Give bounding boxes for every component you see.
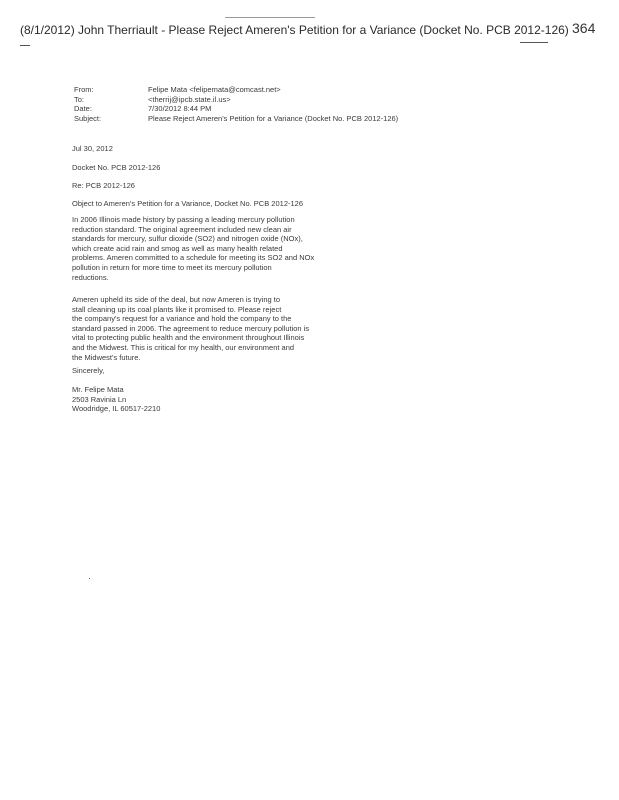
text-line: standard passed in 2006. The agreement to reduce mercury pollution is bbox=[72, 323, 310, 333]
text-line: the company's request for a variance and hold the company to the bbox=[72, 314, 292, 324]
signature-name: Mr. Felipe Mata bbox=[72, 385, 124, 394]
header-label: From: bbox=[74, 85, 94, 94]
paragraph-1 bbox=[72, 215, 362, 282]
header-subject bbox=[74, 114, 398, 124]
header-from bbox=[74, 85, 398, 95]
text-line: which create acid rain and smog as well as many health related bbox=[72, 243, 283, 253]
text-line: In 2006 Illinois made history by passing a leading mercury pollution bbox=[72, 215, 295, 224]
text-line: reduction standard. The original agreement included new clean air bbox=[72, 224, 292, 234]
header-rule-right bbox=[520, 42, 548, 43]
date-line: Jul 30, 2012 bbox=[72, 144, 113, 153]
signature-block bbox=[72, 385, 362, 414]
header-label: To: bbox=[74, 94, 85, 104]
paragraph-2 bbox=[72, 295, 362, 362]
header-to bbox=[74, 95, 398, 105]
email-headers bbox=[74, 85, 398, 123]
docket-line: Docket No. PCB 2012-126 bbox=[72, 163, 161, 172]
header-value: <therrij@ipcb.state.il.us> bbox=[148, 94, 231, 104]
document-header-title: (8/1/2012) John Therriault - Please Reject Ameren's Petition for a Variance (Docket No. PCB 2012-126) bbox=[20, 23, 569, 37]
header-date bbox=[74, 104, 398, 114]
subject-line: Object to Ameren's Petition for a Variance, Docket No. PCB 2012-126 bbox=[72, 199, 303, 208]
signature-street: 2503 Ravinia Ln bbox=[72, 394, 127, 404]
text-line: pollution in return for more time to meet its mercury pollution bbox=[72, 262, 272, 272]
header-rule-top bbox=[225, 17, 315, 18]
text-line: Ameren upheld its side of the deal, but now Ameren is trying to bbox=[72, 295, 281, 304]
page-number: 364 bbox=[572, 20, 596, 36]
header-rule-left bbox=[20, 45, 30, 46]
text-line: problems. Ameren committed to a schedule for meeting its SO2 and NOx bbox=[72, 253, 315, 263]
signature-city: Woodridge, IL 60517-2210 bbox=[72, 404, 161, 414]
text-line: reductions. bbox=[72, 272, 109, 282]
text-line: the Midwest's future. bbox=[72, 352, 141, 362]
re-line: Re: PCB 2012-126 bbox=[72, 181, 135, 190]
header-label: Subject: bbox=[74, 113, 102, 123]
text-line: standards for mercury, sulfur dioxide (SO2) and nitrogen oxide (NOx), bbox=[72, 234, 303, 244]
header-value: Felipe Mata <felipemata@comcast.net> bbox=[148, 85, 281, 94]
text-line: and the Midwest. This is critical for my health, our environment and bbox=[72, 342, 295, 352]
closing: Sincerely, bbox=[72, 366, 105, 375]
scan-speck bbox=[89, 578, 90, 579]
text-line: stall cleaning up its coal plants like it promised to. Please reject bbox=[72, 304, 282, 314]
header-value: Please Reject Ameren's Petition for a Variance (Docket No. PCB 2012-126) bbox=[148, 113, 399, 123]
text-line: vital to protecting public health and the environment throughout Illinois bbox=[72, 333, 305, 343]
header-label: Date: bbox=[74, 104, 92, 113]
header-value: 7/30/2012 8:44 PM bbox=[148, 104, 212, 113]
